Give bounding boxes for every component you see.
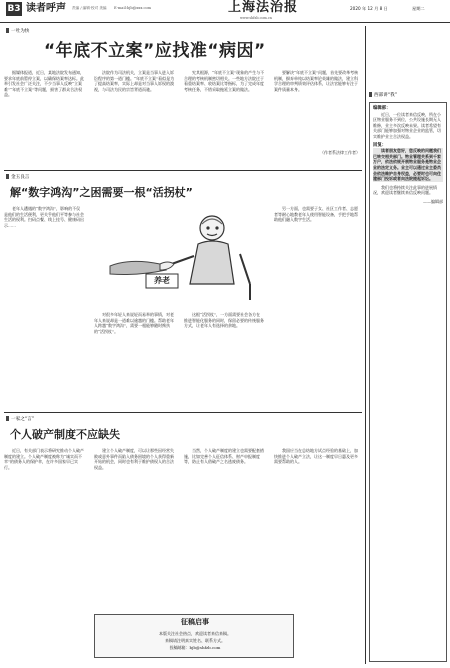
elderly-care-illustration xyxy=(90,204,266,304)
newspaper-logo: 上海法治报 xyxy=(228,0,299,15)
issue-date: 2020 年 12 月 8 日 xyxy=(350,6,388,11)
section-marker-icon xyxy=(6,174,9,179)
section-label: 一家之“言” xyxy=(6,416,34,423)
headline: “年底不立案”应找准“病因” xyxy=(44,41,266,61)
headline: 个人破产制度不应缺失 xyxy=(10,428,120,441)
article-body-col2: 对很多年轻人来说轻而易举的事情，对老年人来说却是一道难以逾越的门槛。帮助老年人跨越“数字鸿沟”，需要一根能够随时搀扶的“活拐杖”。 xyxy=(94,312,174,334)
article-body-col1: 老年人遭遇的“数字鸿沟”，影响的不仅是他们的生活便利，更关乎他们平等参与社会生活的权利。扫码点餐、线上挂号、健康码出示…… xyxy=(4,206,84,228)
notice-title: 征稿启事 xyxy=(181,618,209,626)
article-body-col1: 据媒体报道，近日，某地法院发布通知，要求年底前暂停立案，以确保结案率达标。此举引发社会广泛关注，不少当事人反映“立案难”“年底不立案”等问题，损害了群众合法权益。 xyxy=(4,70,84,98)
masthead xyxy=(0,0,450,26)
notice-email[interactable]: 投稿邮箱：bjb@shfzb.com xyxy=(169,645,221,650)
sidebar-box xyxy=(369,102,447,662)
column-title: 读者呼声 xyxy=(26,3,66,14)
image-label: 养老 xyxy=(154,276,170,285)
sidebar-letters xyxy=(369,92,447,664)
letter-salutation: 编辑部： xyxy=(373,106,391,111)
article-body-col2: 建立个人破产制度，可以让那些因经营失败或意外事件而陷入债务困境的个人获得重新开始的机会，同时也有利于维护债权人的合法权益。 xyxy=(94,448,174,470)
article-body-col4: 要解决“年底不立案”问题，首先要改革考核机制，摒弃单纯以结案率论英雄的做法，建立科学合理的审判绩效评估体系，让法官能够专注于案件质量本身。 xyxy=(274,70,359,92)
issue-weekday: 星期二 xyxy=(412,6,425,11)
masthead-rule xyxy=(0,22,450,23)
article-digital-divide xyxy=(4,172,362,412)
article-body-col3: 究其根源，“年底不立案”现象的产生与不合理的考核机制密切相关。一些地方法院过于看重结案率、收结案比等指标，为了完成年度考核任务，不惜采取拖延立案的做法。 xyxy=(184,70,265,92)
page-number-badge: B3 xyxy=(7,4,21,14)
section-marker-icon xyxy=(6,28,9,33)
sidebar-signature: ——编辑部 xyxy=(423,198,443,204)
article-year-end-filing xyxy=(4,26,362,170)
sidebar-section-label: 西部讲“我” xyxy=(369,92,397,99)
article-body-col4: 我国应当在总结地方试点经验的基础上，加快推进个人破产立法，让这一制度早日惠及更多需要帮助的人。 xyxy=(274,448,358,465)
headline: 解“数字鸿沟”之困需要一根“活拐杖” xyxy=(10,186,193,199)
divider xyxy=(4,170,362,171)
divider xyxy=(4,412,362,413)
email-info: E-mail:bjb@xxx.com xyxy=(114,6,152,10)
section-label: 金玉良言 xyxy=(6,174,29,181)
reply-body-continued: 我们也将持续关注此事的进展情况，欢迎读者继续来信反映问题。 xyxy=(373,184,437,196)
article-body-col4: 另一方面，也需要子女、社区工作者、志愿者等耐心地教老年人使用智能设备，手把手地帮助他们融入数字生活。 xyxy=(274,206,358,223)
section-marker-icon xyxy=(369,92,372,97)
article-body-col3: 这根“活拐杖”，一方面需要社会各方在推进智能化服务的同时，保留必要的传统服务方式，让老年人有选择的余地。 xyxy=(184,312,264,329)
article-body-col2: 法院作为司法机关，立案是当事人进入诉讼程序的第一道门槛。“年底不立案”看似是为了提高结案率，实际上却是对当事人诉权的漠视，与司法为民的宗旨背道而驰。 xyxy=(94,70,175,92)
article-body-col3: 当然，个人破产制度的建立也需要配套措施，比如完善个人征信体系、财产申报制度等，防止有人借破产之名逃废债务。 xyxy=(184,448,264,465)
article-personal-bankruptcy xyxy=(4,414,362,664)
column-divider xyxy=(365,26,366,664)
author-note: （作者系法律工作者） xyxy=(320,150,360,155)
editor-info: 责编 / 编辑·校对 美编 xyxy=(72,6,107,10)
notice-line: 来稿请注明真实姓名、联系方式。 xyxy=(165,638,225,643)
section-label: 一吐为快 xyxy=(6,28,29,35)
call-for-submissions-box xyxy=(94,614,294,658)
article-body-col1: 近日，有关部门表示将研究推动个人破产制度的建立。个人破产制度被称为“诚实而不幸”的债务人的保护伞，在许多国家早已实行。 xyxy=(4,448,84,470)
letter-body: 近日，一位读者来信反映，所在小区物业服务不到位，公共设施长期无人维修，业主多次反映未果。读者希望有关部门能够加强对物业企业的监管，切实维护业主合法权益。 xyxy=(373,111,441,139)
reply-label: 回复： xyxy=(373,142,387,148)
notice-line: 本版关注社会热点，欢迎读者来信来稿。 xyxy=(159,631,231,636)
website-url: www.shfzb.com.cn xyxy=(240,16,272,20)
section-marker-icon xyxy=(6,416,9,421)
reply-body: 读者朋友您好，您反映的问题我们已转交相关部门。物业管理关系到千家万户，依法依规开展物业服务是物业企业的法定义务。业主可以通过业主委员会依法维护自身权益，必要时也可向住建部门投诉或者向法院提起诉讼。 xyxy=(373,148,441,182)
